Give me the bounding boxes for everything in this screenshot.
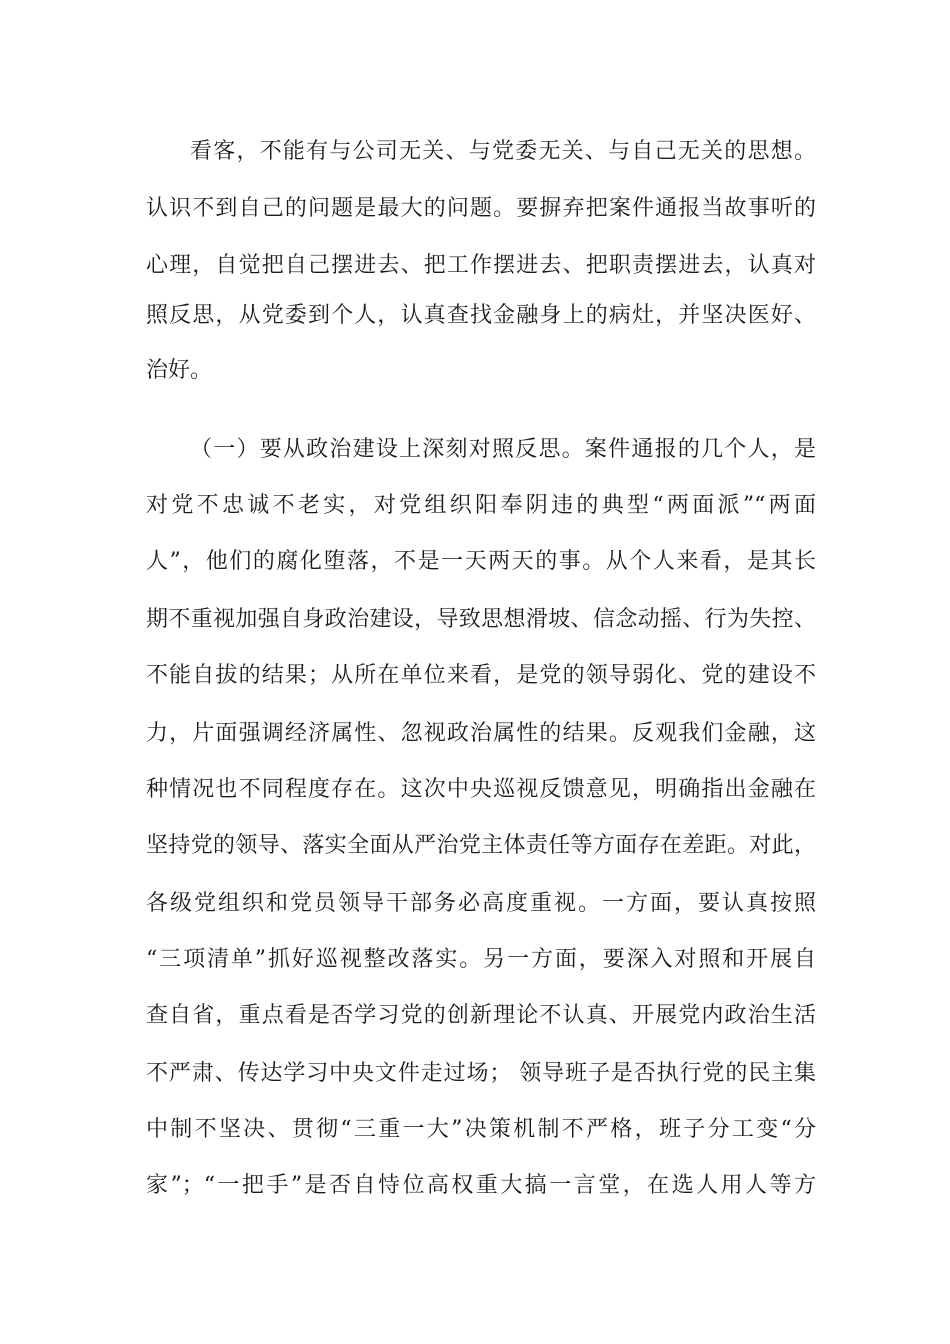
paragraph-2-line-6: 力，片面强调经济属性、忽视政治属性的结果。反观我们金融，这 [146,721,816,746]
paragraph-2-line-14: 家”；“一把手”是否自恃位高权重大搞一言堂，在选人用人等方 [146,1173,816,1198]
paragraph-2-line-12: 不严肃、传达学习中央文件走过场； 领导班子是否执行党的民主集 [146,1061,816,1086]
paragraph-1-line-5: 治好。 [146,358,213,383]
paragraph-2-line-10: “三项清单”抓好巡视整改落实。另一方面，要深入对照和开展自 [146,947,816,972]
paragraph-2-line-3: 人”，他们的腐化堕落，不是一天两天的事。从个人来看，是其长 [146,549,816,574]
paragraph-2-line-11: 查自省，重点看是否学习党的创新理论不认真、开展党内政治生活 [146,1003,816,1028]
paragraph-1-line-2: 认识不到自己的问题是最大的问题。要摒弃把案件通报当故事听的 [146,196,816,221]
paragraph-2-line-13: 中制不坚决、贯彻“三重一大”决策机制不严格，班子分工变“分 [146,1117,816,1142]
paragraph-1-line-1: 看客，不能有与公司无关、与党委无关、与自己无关的思想。 [190,139,816,164]
paragraph-2-line-1: （一）要从政治建设上深刻对照反思。案件通报的几个人，是 [190,437,816,462]
paragraph-2-line-2: 对党不忠诚不老实，对党组织阳奉阴违的典型“两面派”“两面 [146,493,816,518]
paragraph-1-line-3: 心理，自觉把自己摆进去、把工作摆进去、把职责摆进去，认真对 [146,253,816,278]
paragraph-2-line-8: 坚持党的领导、落实全面从严治党主体责任等方面存在差距。对此， [146,833,816,858]
paragraph-1-line-4: 照反思，从党委到个人，认真查找金融身上的病灶，并坚决医好、 [146,303,816,328]
paragraph-2-line-7: 种情况也不同程度存在。这次中央巡视反馈意见，明确指出金融在 [146,777,816,802]
paragraph-2-line-4: 期不重视加强自身政治建设，导致思想滑坡、信念动摇、行为失控、 [146,607,816,632]
paragraph-2-line-5: 不能自拔的结果；从所在单位来看，是党的领导弱化、党的建设不 [146,663,816,688]
paragraph-2-line-9: 各级党组织和党员领导干部务必高度重视。一方面，要认真按照 [146,891,816,916]
